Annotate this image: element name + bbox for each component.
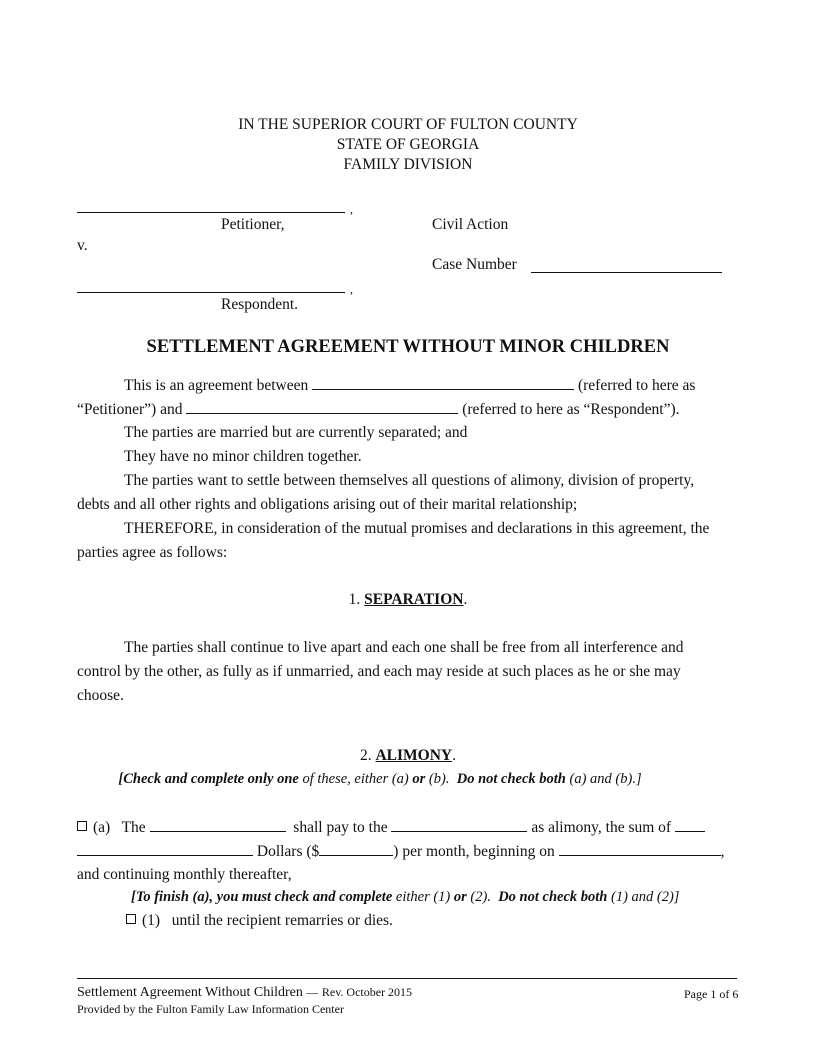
state-name: STATE OF GEORGIA: [336, 136, 480, 153]
respondent-name-blank[interactable]: [77, 292, 345, 293]
footer-form-title: [77, 985, 412, 1001]
instruction-text: (b).: [428, 771, 450, 787]
intro-text: (referred to here as “Respondent”).: [462, 401, 680, 418]
respondent-label: Respondent.: [221, 296, 299, 313]
section-title: SEPARATION: [364, 591, 464, 608]
alimony-instructions: [0, 771, 788, 788]
amount-dollars-blank[interactable]: [319, 842, 393, 856]
option-1-text: until the recipient remarries or dies.: [171, 912, 393, 929]
instruction-text: Do not check both: [456, 771, 566, 787]
intro-line-2: [77, 400, 680, 419]
intro-line-7: THEREFORE, in consideration of the mutual promises and declarations in this agreement, the: [124, 520, 710, 537]
option-a-checkbox[interactable]: [77, 821, 87, 831]
option-1-label: (1): [142, 912, 161, 929]
instruction-text: of these, either (a): [302, 771, 409, 787]
option-a-text: as alimony, the sum of: [531, 819, 672, 836]
intro-text: This is an agreement between: [124, 377, 309, 394]
respondent-party-blank[interactable]: [186, 400, 458, 414]
payer-blank[interactable]: [150, 818, 286, 832]
intro-line-5: The parties want to settle between themselves all questions of alimony, division of property,: [124, 472, 695, 489]
alimony-option-a-line-3: and continuing monthly thereafter,: [77, 866, 292, 883]
separation-line-1: The parties shall continue to live apart and each one shall be free from all interference and: [124, 639, 684, 656]
alimony-option-a-line-1: [77, 818, 705, 837]
petitioner-name-blank[interactable]: [77, 212, 345, 213]
respondent-comma: ,: [350, 282, 353, 296]
division-name: FAMILY DIVISION: [343, 156, 473, 173]
document-title: SETTLEMENT AGREEMENT WITHOUT MINOR CHILDREN: [146, 337, 670, 357]
intro-line-3: The parties are married but are currently separated; and: [124, 424, 468, 441]
option-a-text: shall pay to the: [293, 819, 388, 836]
intro-text: (referred to here as: [577, 377, 696, 394]
instruction-text: [Check and complete only one: [118, 771, 299, 787]
option-a-finish-instructions: [131, 889, 679, 906]
payee-blank[interactable]: [391, 818, 527, 832]
amount-words-blank[interactable]: [77, 842, 253, 856]
petitioner-label: Petitioner,: [221, 216, 285, 233]
petitioner-party-blank[interactable]: [312, 376, 574, 390]
court-name: IN THE SUPERIOR COURT OF FULTON COUNTY: [238, 116, 578, 133]
option-a-text: ,: [720, 843, 725, 860]
separation-line-2: control by the other, as fully as if unmarried, and each may reside at such places as he or she may: [77, 663, 681, 680]
option-a-text: ) per month, beginning on: [393, 843, 555, 860]
section-title: ALIMONY: [375, 747, 453, 764]
intro-line-4: They have no minor children together.: [124, 448, 362, 465]
option-a-text: The: [121, 819, 146, 836]
option-a-text: Dollars ($: [256, 843, 320, 860]
intro-line-1: [124, 376, 695, 395]
section-2-heading: [0, 747, 816, 765]
section-number: 2.: [359, 747, 372, 764]
amount-words-blank-start[interactable]: [675, 818, 705, 832]
instruction-text: Do not check both: [498, 889, 608, 905]
instruction-text: either (1): [395, 889, 451, 905]
separation-line-3: choose.: [77, 687, 124, 704]
instruction-text: or: [412, 771, 426, 787]
revision-date: Rev. October 2015: [321, 985, 413, 999]
petitioner-comma: ,: [350, 202, 353, 216]
footer-rule: [77, 978, 737, 979]
footer-provider: Provided by the Fulton Family Law Information Center: [77, 1002, 344, 1016]
civil-action-label: Civil Action: [432, 216, 509, 233]
instruction-text: [To finish (a), you must check and complete: [131, 889, 393, 905]
instruction-text: (2).: [470, 889, 491, 905]
page-number: Page 1 of 6: [684, 987, 739, 1001]
footer-dash: —: [306, 985, 319, 999]
versus-label: v.: [77, 237, 88, 254]
section-1-heading: [0, 591, 816, 609]
section-number: 1.: [348, 591, 361, 608]
intro-text: “Petitioner”) and: [77, 401, 183, 418]
option-1-checkbox[interactable]: [126, 914, 136, 924]
section-period: .: [452, 747, 456, 764]
case-number-blank[interactable]: [531, 272, 722, 273]
instruction-text: (1) and (2)]: [610, 889, 680, 905]
instruction-text: (a) and (b).]: [569, 771, 642, 787]
option-a-label: (a): [93, 819, 111, 836]
start-date-blank[interactable]: [559, 842, 721, 856]
intro-line-6: debts and all other rights and obligations arising out of their marital relationship;: [77, 496, 578, 513]
case-number-label: Case Number: [432, 256, 517, 273]
form-title: Settlement Agreement Without Children: [77, 985, 303, 1000]
alimony-option-a-line-2: [77, 842, 724, 861]
alimony-option-1: [126, 912, 393, 930]
section-period: .: [463, 591, 468, 608]
instruction-text: or: [453, 889, 467, 905]
intro-line-8: parties agree as follows:: [77, 544, 228, 561]
